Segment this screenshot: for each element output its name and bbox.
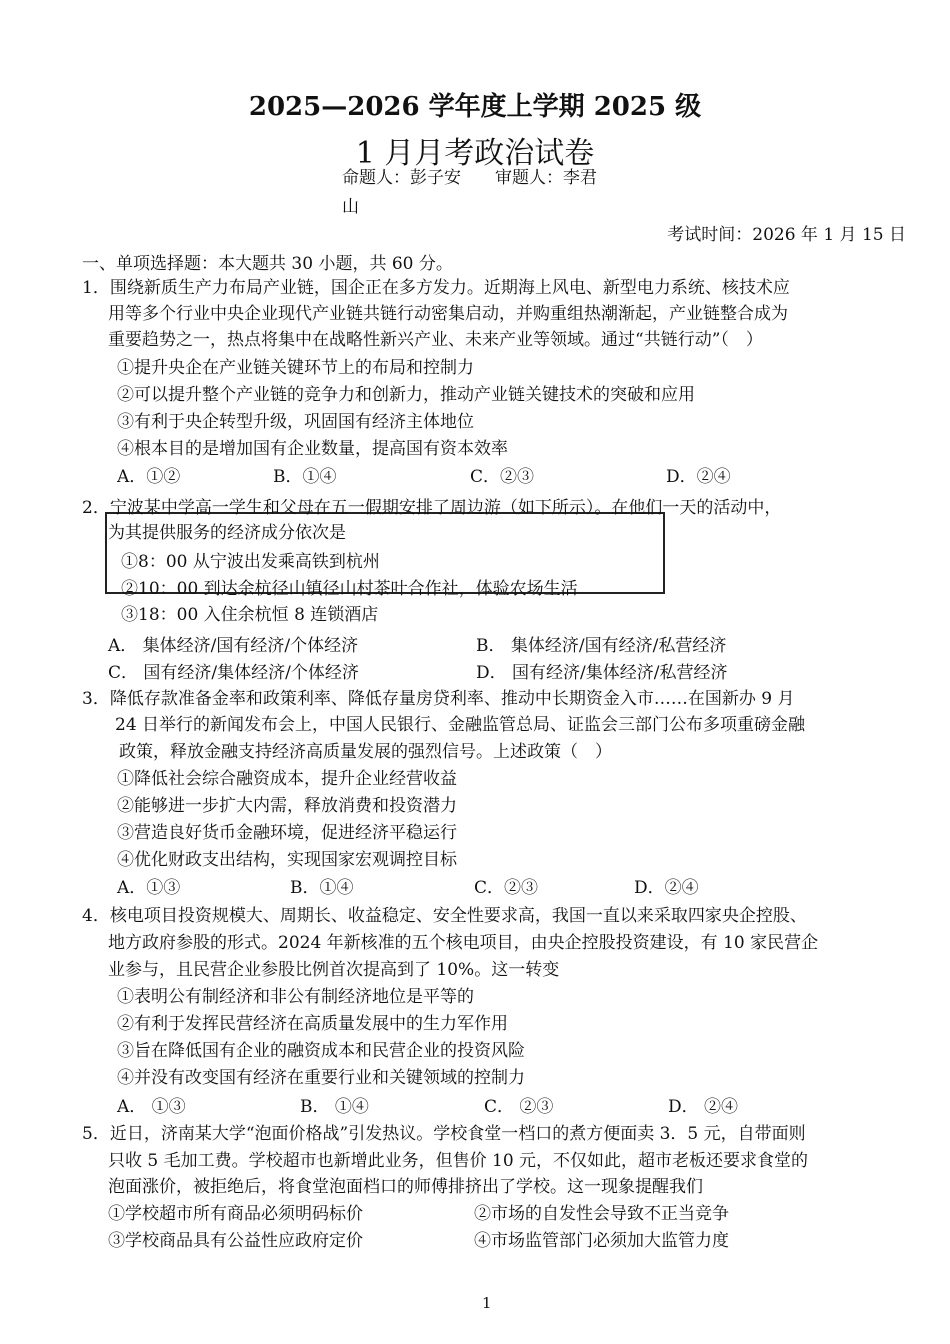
- choice-d[interactable]: D． ②④: [668, 1097, 739, 1117]
- question-text-line: 5．近日，济南某大学“泡面价格战”引发热议。学校食堂一档口的煮方便面卖 3．5 元，自带面则: [82, 1124, 806, 1144]
- question-text-line: 1．围绕新质生产力布局产业链，国企正在多方发力。近期海上风电、新型电力系统、核技术应: [82, 278, 790, 298]
- question-text-line: 泡面涨价，被拒绝后，将食堂泡面档口的师傅排挤出了学校。这一现象提醒我们: [108, 1177, 703, 1197]
- schedule-item: ②10：00 到达余杭径山镇径山村茶叶合作社，体验农场生活: [121, 579, 578, 599]
- choice-statement[interactable]: ④市场监管部门必须加大监管力度: [474, 1231, 729, 1251]
- statement-item: ②有利于发挥民营经济在高质量发展中的生力军作用: [117, 1014, 508, 1034]
- schedule-item: ③18：00 入住余杭恒 8 连锁酒店: [121, 605, 379, 625]
- choice-b[interactable]: B． ①④: [300, 1097, 369, 1117]
- statement-item: ①提升央企在产业链关键环节上的布局和控制力: [117, 358, 474, 378]
- question-text-line: 用等多个行业中央企业现代产业链共链行动密集启动，并购重组热潮渐起，产业链整合成为: [108, 304, 788, 324]
- question-text-line: 4．核电项目投资规模大、周期长、收益稳定、安全性要求高，我国一直以来采取四家央企控股、: [82, 906, 807, 926]
- choice-d[interactable]: D． 国有经济/集体经济/私营经济: [476, 663, 728, 683]
- choice-c[interactable]: C． 国有经济/集体经济/个体经济: [108, 663, 359, 683]
- statement-item: ③有利于央企转型升级，巩固国有经济主体地位: [117, 412, 474, 432]
- question-text-line: 3．降低存款准备金率和政策利率、降低存量房贷利率、推动中长期资金入市……在国新办 9 月: [82, 689, 795, 709]
- statement-item: ②可以提升整个产业链的竞争力和创新力，推动产业链关键技术的突破和应用: [117, 385, 695, 405]
- statement-item: ④根本目的是增加国有企业数量，提高国有资本效率: [117, 439, 508, 459]
- question-text-line: 政策，释放金融支持经济高质量发展的强烈信号。上述政策（ ）: [119, 742, 612, 762]
- choice-b[interactable]: B． 集体经济/国有经济/私营经济: [476, 636, 727, 656]
- choice-a[interactable]: A． ①③: [117, 1097, 186, 1117]
- choice-b[interactable]: B．①④: [290, 878, 354, 898]
- choice-d[interactable]: D．②④: [634, 878, 699, 898]
- choice-statement[interactable]: ①学校超市所有商品必须明码标价: [108, 1204, 363, 1224]
- exam-title-line2: 1 月月考政治试卷: [355, 136, 595, 171]
- question-text-line: 只收 5 毛加工费。学校超市也新增此业务，但售价 10 元，不仅如此，超市老板还要求食堂的: [108, 1151, 809, 1171]
- schedule-item: ①8：00 从宁波出发乘高铁到杭州: [121, 552, 380, 572]
- section-heading: 一、单项选择题：本大题共 30 小题，共 60 分。: [82, 254, 453, 274]
- question-text-line: 地方政府参股的形式。2024 年新核准的五个核电项目，由央企控股投资建设，有 10 家民营企: [108, 933, 819, 953]
- choice-b[interactable]: B．①④: [273, 467, 337, 487]
- choice-a[interactable]: A． 集体经济/国有经济/个体经济: [108, 636, 359, 656]
- choice-statement[interactable]: ②市场的自发性会导致不正当竞争: [474, 1204, 729, 1224]
- exam-title-line1: 2025—2026 学年度上学期 2025 级: [248, 92, 702, 122]
- authors-wrap: 山: [342, 197, 359, 217]
- statement-item: ①降低社会综合融资成本，提升企业经营收益: [117, 769, 457, 789]
- statement-item: ④并没有改变国有经济在重要行业和关键领域的控制力: [117, 1068, 525, 1088]
- choice-a[interactable]: A．①②: [117, 467, 181, 487]
- choice-c[interactable]: C．②③: [470, 467, 535, 487]
- question-text-line: 2．宁波某中学高一学生和父母在五一假期安排了周边游（如下所示）。在他们一天的活动中，: [82, 498, 782, 518]
- statement-item: ③旨在降低国有企业的融资成本和民营企业的投资风险: [117, 1041, 525, 1061]
- choice-d[interactable]: D．②④: [666, 467, 731, 487]
- authors: 命题人：彭子安 审题人：李君: [342, 168, 597, 188]
- page-number: 1: [482, 1294, 492, 1312]
- choice-a[interactable]: A．①③: [117, 878, 181, 898]
- choice-c[interactable]: C． ②③: [484, 1097, 554, 1117]
- question-text-line: 为其提供服务的经济成分依次是: [108, 523, 346, 543]
- question-text-line: 24 日举行的新闻发布会上，中国人民银行、金融监管总局、证监会三部门公布多项重磅金融: [115, 715, 806, 735]
- statement-item: ①表明公有制经济和非公有制经济地位是平等的: [117, 987, 474, 1007]
- choice-c[interactable]: C．②③: [474, 878, 539, 898]
- choice-statement[interactable]: ③学校商品具有公益性应政府定价: [108, 1231, 363, 1251]
- statement-item: ④优化财政支出结构，实现国家宏观调控目标: [117, 850, 457, 870]
- statement-item: ③营造良好货币金融环境，促进经济平稳运行: [117, 823, 457, 843]
- statement-item: ②能够进一步扩大内需，释放消费和投资潜力: [117, 796, 457, 816]
- exam-time: 考试时间：2026 年 1 月 15 日: [667, 225, 906, 245]
- question-text-line: 重要趋势之一，热点将集中在战略性新兴产业、未来产业等领域。通过“共链行动”（ ）: [108, 330, 763, 350]
- question-text-line: 业参与，且民营企业参股比例首次提高到了 10%。这一转变: [108, 960, 560, 980]
